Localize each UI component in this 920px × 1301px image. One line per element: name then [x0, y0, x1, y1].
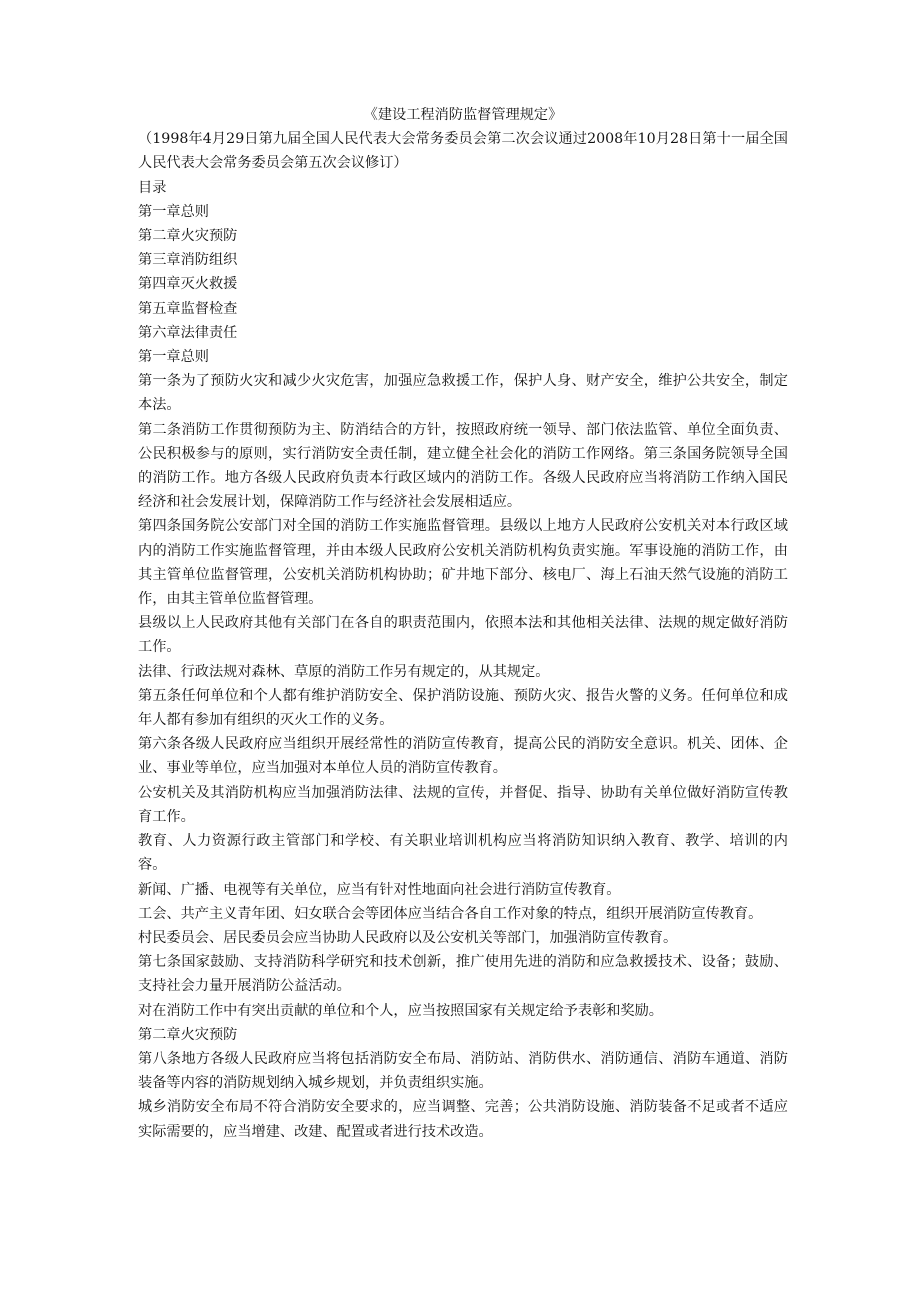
toc-heading: 目录: [138, 179, 167, 196]
paragraph: 新闻、广播、电视等有关单位，应当有针对性地面向社会进行消防宣传教育。: [138, 881, 621, 898]
paragraph: 第七条国家鼓励、支持消防科学研究和技术创新，推广使用先进的消防和应急救援技术、设备；鼓励、支持社会力量开展消防公益活动。: [138, 954, 788, 995]
toc-item: 第六章法律责任: [138, 324, 238, 341]
chapter-heading: 第一章总则: [138, 349, 209, 366]
document-subtitle: （1998年4月29日第九届全国人民代表大会常务委员会第二次会议通过2008年10月28日第十一届全国人民代表大会常务委员会第五次会议修订）: [138, 131, 788, 172]
paragraph: 工会、共产主义青年团、妇女联合会等团体应当结合各自工作对象的特点，组织开展消防宣传教育。: [138, 905, 763, 922]
paragraph: 对在消防工作中有突出贡献的单位和个人，应当按照国家有关规定给予表彰和奖励。: [138, 1002, 663, 1019]
paragraph: 第二条消防工作贯彻预防为主、防消结合的方针，按照政府统一领导、部门依法监管、单位全面负责、公民积极参与的原则，实行消防安全责任制，建立健全社会化的消防工作网络。第三条国务院领导全国的消防工作。地方各级人民政府负责本行政区域内的消防工作。各级人民政府应当将消防工作纳入国民经济和社会发展计划，保障消防工作与经济社会发展相适应。: [138, 421, 788, 511]
document-page: [138, 103, 788, 1144]
paragraph: 第五条任何单位和个人都有维护消防安全、保护消防设施、预防火灾、报告火警的义务。任何单位和成年人都有参加有组织的灭火工作的义务。: [138, 687, 788, 729]
toc-item: 第二章火灾预防: [138, 228, 238, 245]
paragraph: 第四条国务院公安部门对全国的消防工作实施监督管理。县级以上地方人民政府公安机关对本行政区域内的消防工作实施监督管理，并由本级人民政府公安机关消防机构负责实施。军事设施的消防工作，由其主管单位监督管理，公安机关消防机构协助；矿井地下部分、核电厂、海上石油天然气设施的消防工作，由其主管单位监督管理。: [138, 518, 788, 608]
paragraph: 公安机关及其消防机构应当加强消防法律、法规的宣传，并督促、指导、协助有关单位做好消防宣传教育工作。: [138, 784, 788, 825]
paragraph: 第八条地方各级人民政府应当将包括消防安全布局、消防站、消防供水、消防通信、消防车通道、消防装备等内容的消防规划纳入城乡规划，并负责组织实施。: [138, 1050, 788, 1092]
paragraph: 教育、人力资源行政主管部门和学校、有关职业培训机构应当将消防知识纳入教育、教学、培训的内容。: [138, 833, 788, 874]
paragraph: 第六条各级人民政府应当组织开展经常性的消防宣传教育，提高公民的消防安全意识。机关、团体、企业、事业等单位，应当加强对本单位人员的消防宣传教育。: [138, 736, 788, 777]
toc-item: 第四章灭火救援: [138, 276, 238, 293]
toc-item: 第三章消防组织: [138, 252, 238, 269]
paragraph: 城乡消防安全布局不符合消防安全要求的，应当调整、完善；公共消防设施、消防装备不足或者不适应实际需要的，应当增建、改建、配置或者进行技术改造。: [138, 1099, 788, 1140]
paragraph: 法律、行政法规对森林、草原的消防工作另有规定的，从其规定。: [138, 663, 550, 680]
toc-item: 第五章监督检查: [138, 300, 238, 317]
document-title: 《建设工程消防监督管理规定》: [363, 107, 563, 123]
paragraph: 村民委员会、居民委员会应当协助人民政府以及公安机关等部门，加强消防宣传教育。: [138, 929, 678, 946]
paragraph: 县级以上人民政府其他有关部门在各自的职责范围内，依照本法和其他相关法律、法规的规定做好消防工作。: [138, 615, 788, 656]
paragraph: 第一条为了预防火灾和减少火灾危害，加强应急救援工作，保护人身、财产安全，维护公共安全，制定本法。: [138, 373, 788, 414]
chapter-heading: 第二章火灾预防: [138, 1026, 238, 1043]
toc-item: 第一章总则: [138, 203, 209, 220]
